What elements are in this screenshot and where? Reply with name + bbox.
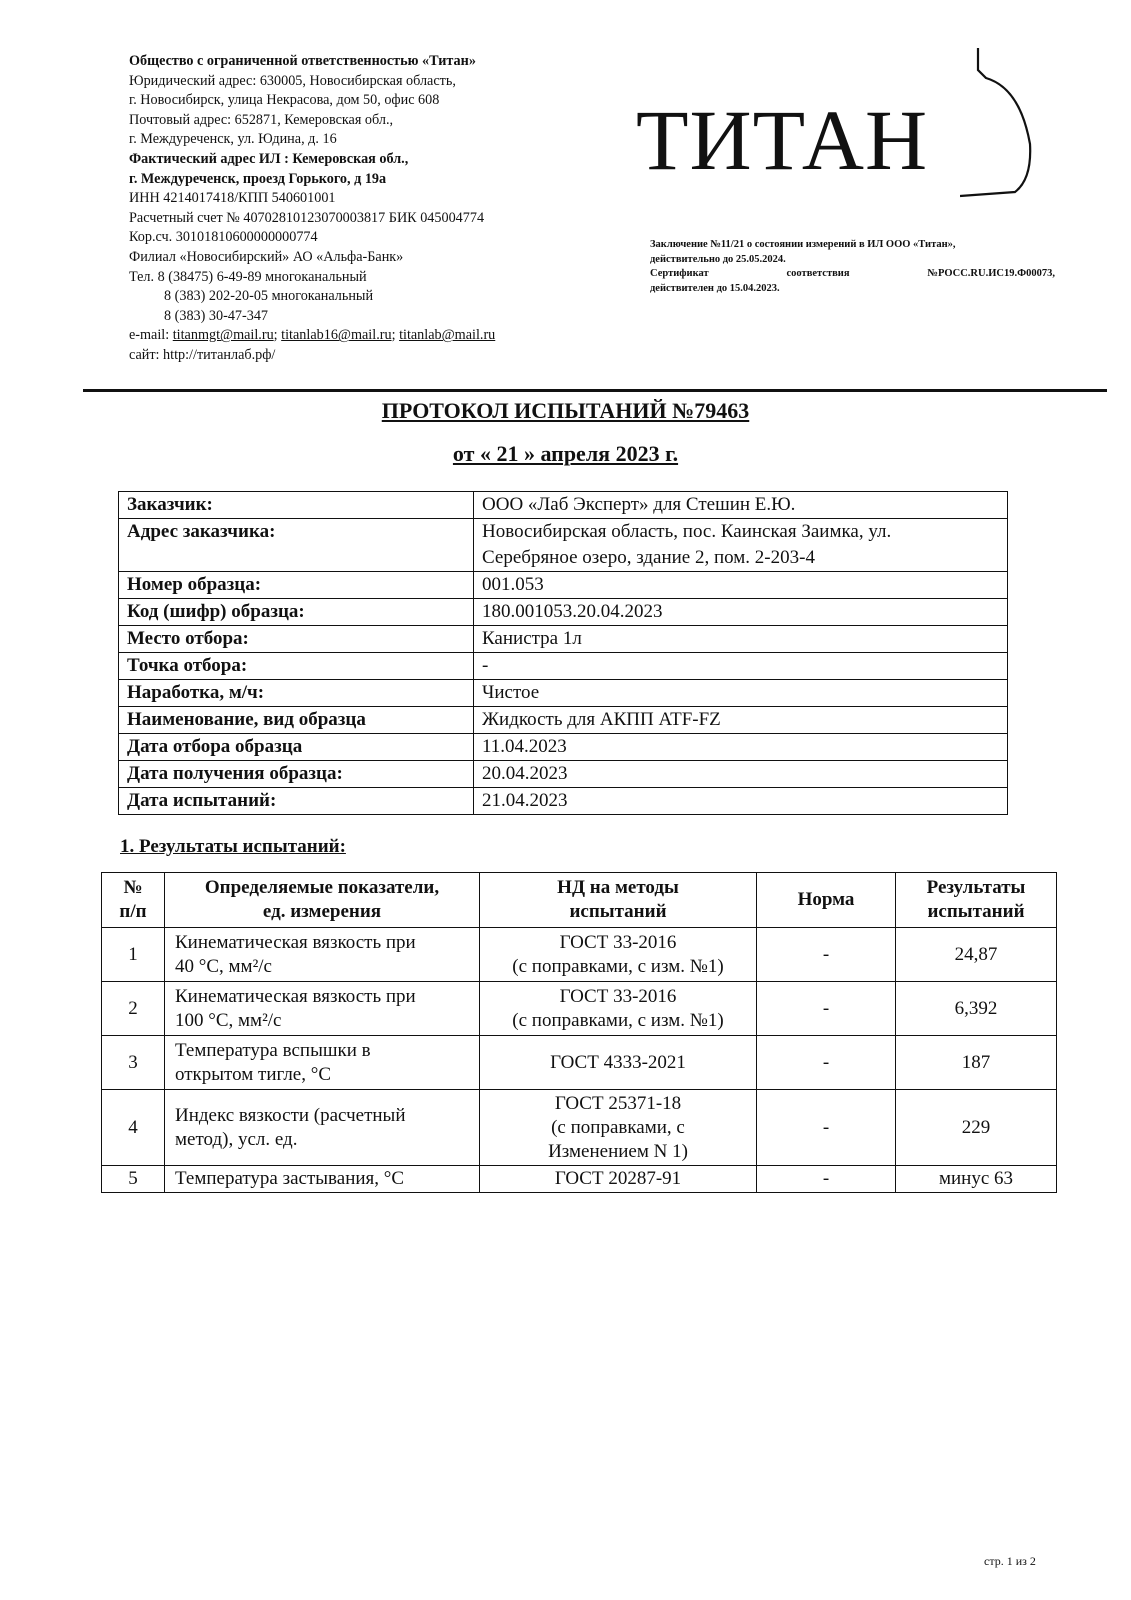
section-title: 1. Результаты испытаний: <box>120 836 346 857</box>
indicator: Температура застывания, °С <box>165 1166 480 1193</box>
results-header-row <box>102 873 1057 928</box>
indicator <box>165 928 480 982</box>
table-row <box>119 519 1008 572</box>
table-row <box>119 707 1008 734</box>
accreditation-note <box>650 238 1055 296</box>
address-line-2: Серебряное озеро, здание 2, пом. 2-203-4 <box>482 547 815 568</box>
col-result-l1: Результаты <box>926 877 1026 898</box>
org-name: Общество с ограниченной ответственностью «Титан» <box>129 53 476 69</box>
col-number-l2: п/п <box>119 901 147 922</box>
header-divider <box>83 389 1107 392</box>
email-link-1[interactable]: titanmgt@mail.ru <box>172 327 274 344</box>
logo-swoosh-icon <box>960 44 1040 204</box>
info-label: Наработка, м/ч: <box>119 680 474 707</box>
certificate-number: №РОСС.RU.ИС19.Ф00073, <box>927 268 1055 279</box>
norm: - <box>757 1036 896 1090</box>
protocol-date-text: от « 21 » апреля 2023 г. <box>452 441 679 466</box>
info-label: Наименование, вид образца <box>119 707 474 734</box>
address-line-1: Новосибирская область, пос. Каинская Заимка, ул. <box>482 521 892 542</box>
indicator-l2: метод), усл. ед. <box>175 1128 298 1150</box>
protocol-title-text: ПРОТОКОЛ ИСПЫТАНИЙ №79463 <box>381 398 750 423</box>
info-value: ООО «Лаб Эксперт» для Стешин Е.Ю. <box>474 492 1008 519</box>
info-value: 180.001053.20.04.2023 <box>474 599 1008 626</box>
conclusion-line-1: Заключение №11/21 о состоянии измерений в ИЛ ООО «Титан», <box>650 239 956 250</box>
method-l1: ГОСТ 33-2016 <box>559 931 677 953</box>
result: 24,87 <box>896 928 1057 982</box>
col-indicator-l2: ед. измерения <box>262 901 382 922</box>
table-row <box>102 1090 1057 1166</box>
postal-address-street: г. Междуреченск, ул. Юдина, д. 16 <box>129 131 337 148</box>
legal-address-street: г. Новосибирск, улица Некрасова, дом 50, офис 608 <box>129 92 440 109</box>
result: минус 63 <box>896 1166 1057 1193</box>
lab-address: Фактический адрес ИЛ : Кемеровская обл., <box>129 150 409 167</box>
table-row <box>119 653 1008 680</box>
website: сайт: http://титанлаб.рф/ <box>129 346 276 363</box>
info-label: Адрес заказчика: <box>119 519 474 572</box>
info-value <box>474 519 1008 572</box>
indicator-l1: Кинематическая вязкость при <box>175 931 416 953</box>
indicator-l1: Кинематическая вязкость при <box>175 985 416 1007</box>
info-value: - <box>474 653 1008 680</box>
table-row <box>102 1036 1057 1090</box>
postal-address: Почтовый адрес: 652871, Кемеровская обл., <box>129 111 394 128</box>
info-label: Дата получения образца: <box>119 761 474 788</box>
info-label: Точка отбора: <box>119 653 474 680</box>
method <box>480 982 757 1036</box>
norm: - <box>757 928 896 982</box>
indicator-l2: 100 °С, мм²/с <box>175 1009 282 1031</box>
row-number: 3 <box>102 1036 165 1090</box>
norm: - <box>757 982 896 1036</box>
email-line: e-mail: titanmgt@mail.ru; titanlab16@mail.ru; titanlab@mail.ru <box>129 327 496 344</box>
email-link-2[interactable]: titanlab16@mail.ru <box>281 327 392 344</box>
inn-kpp: ИНН 4214017418/КПП 540601001 <box>129 190 336 207</box>
col-result-l2: испытаний <box>927 901 1025 922</box>
table-row <box>119 761 1008 788</box>
col-number <box>102 873 165 928</box>
info-value: 001.053 <box>474 572 1008 599</box>
protocol-date <box>0 441 1131 467</box>
method: ГОСТ 4333-2021 <box>480 1036 757 1090</box>
table-row <box>119 788 1008 815</box>
method <box>480 1090 757 1166</box>
result: 229 <box>896 1090 1057 1166</box>
table-row <box>119 626 1008 653</box>
method: ГОСТ 20287-91 <box>480 1166 757 1193</box>
method-l2: (с поправками, с изм. №1) <box>512 955 724 977</box>
indicator <box>165 1036 480 1090</box>
sample-info-table <box>118 491 1008 815</box>
col-method <box>480 873 757 928</box>
col-norm: Норма <box>757 873 896 928</box>
result: 6,392 <box>896 982 1057 1036</box>
info-label: Код (шифр) образца: <box>119 599 474 626</box>
row-number: 2 <box>102 982 165 1036</box>
phone-1: Тел. 8 (38475) 6-49-89 многоканальный <box>129 268 367 285</box>
lab-address-street: г. Междуреченск, проезд Горького, д 19а <box>129 170 387 187</box>
certificate-line <box>650 267 1055 282</box>
titan-logo: ТИТАН <box>636 92 929 188</box>
info-label: Номер образца: <box>119 572 474 599</box>
protocol-title <box>0 398 1131 424</box>
info-label: Место отбора: <box>119 626 474 653</box>
phone-2: 8 (383) 202-20-05 многоканальный <box>164 288 374 305</box>
info-label: Дата испытаний: <box>119 788 474 815</box>
page-number: стр. 1 из 2 <box>984 1554 1036 1568</box>
method <box>480 928 757 982</box>
bank-account: Расчетный счет № 40702810123070003817 БИК 045004774 <box>129 209 485 226</box>
indicator-l1: Температура вспышки в <box>175 1039 371 1061</box>
info-value: Жидкость для АКПП ATF-FZ <box>474 707 1008 734</box>
certificate-valid: действителен до 15.04.2023. <box>650 282 780 294</box>
table-row <box>119 680 1008 707</box>
table-row <box>102 982 1057 1036</box>
results-table <box>101 872 1057 1193</box>
email-prefix: e-mail: <box>129 327 173 344</box>
conclusion-line-2: действительно до 25.05.2024. <box>650 253 786 265</box>
col-method-l2: испытаний <box>569 901 667 922</box>
method-l3: Изменением N 1) <box>548 1140 688 1162</box>
compliance-word: соответствия <box>786 268 850 279</box>
row-number: 1 <box>102 928 165 982</box>
table-row <box>102 1166 1057 1193</box>
table-row <box>119 572 1008 599</box>
indicator-l2: 40 °С, мм²/с <box>175 955 272 977</box>
result: 187 <box>896 1036 1057 1090</box>
norm: - <box>757 1166 896 1193</box>
bank-branch: Филиал «Новосибирский» АО «Альфа-Банк» <box>129 248 404 265</box>
col-indicator <box>165 873 480 928</box>
col-method-l1: НД на методы <box>557 877 679 898</box>
method-l1: ГОСТ 33-2016 <box>559 985 677 1007</box>
table-row <box>119 599 1008 626</box>
indicator-l2: открытом тигле, °С <box>175 1063 331 1085</box>
table-row <box>119 492 1008 519</box>
info-value: 20.04.2023 <box>474 761 1008 788</box>
table-row <box>119 734 1008 761</box>
info-value: 11.04.2023 <box>474 734 1008 761</box>
method-l2: (с поправками, с изм. №1) <box>512 1009 724 1031</box>
col-number-l1: № <box>123 877 143 898</box>
organization-header <box>129 52 609 366</box>
indicator <box>165 982 480 1036</box>
info-label: Дата отбора образца <box>119 734 474 761</box>
certificate-word: Сертификат <box>650 268 709 279</box>
info-value: Канистра 1л <box>474 626 1008 653</box>
method-l2: (с поправками, с <box>551 1116 685 1138</box>
indicator <box>165 1090 480 1166</box>
indicator-l1: Индекс вязкости (расчетный <box>175 1104 406 1126</box>
phone-3: 8 (383) 30-47-347 <box>164 307 269 324</box>
info-value: 21.04.2023 <box>474 788 1008 815</box>
row-number: 5 <box>102 1166 165 1193</box>
email-link-3[interactable]: titanlab@mail.ru <box>399 327 496 344</box>
legal-address: Юридический адрес: 630005, Новосибирская область, <box>129 72 456 89</box>
method-l1: ГОСТ 25371-18 <box>554 1092 682 1114</box>
norm: - <box>757 1090 896 1166</box>
info-label: Заказчик: <box>119 492 474 519</box>
info-value: Чистое <box>474 680 1008 707</box>
row-number: 4 <box>102 1090 165 1166</box>
correspondent-account: Кор.сч. 30101810600000000774 <box>129 229 318 246</box>
col-indicator-l1: Определяемые показатели, <box>204 877 440 898</box>
table-row <box>102 928 1057 982</box>
col-result <box>896 873 1057 928</box>
